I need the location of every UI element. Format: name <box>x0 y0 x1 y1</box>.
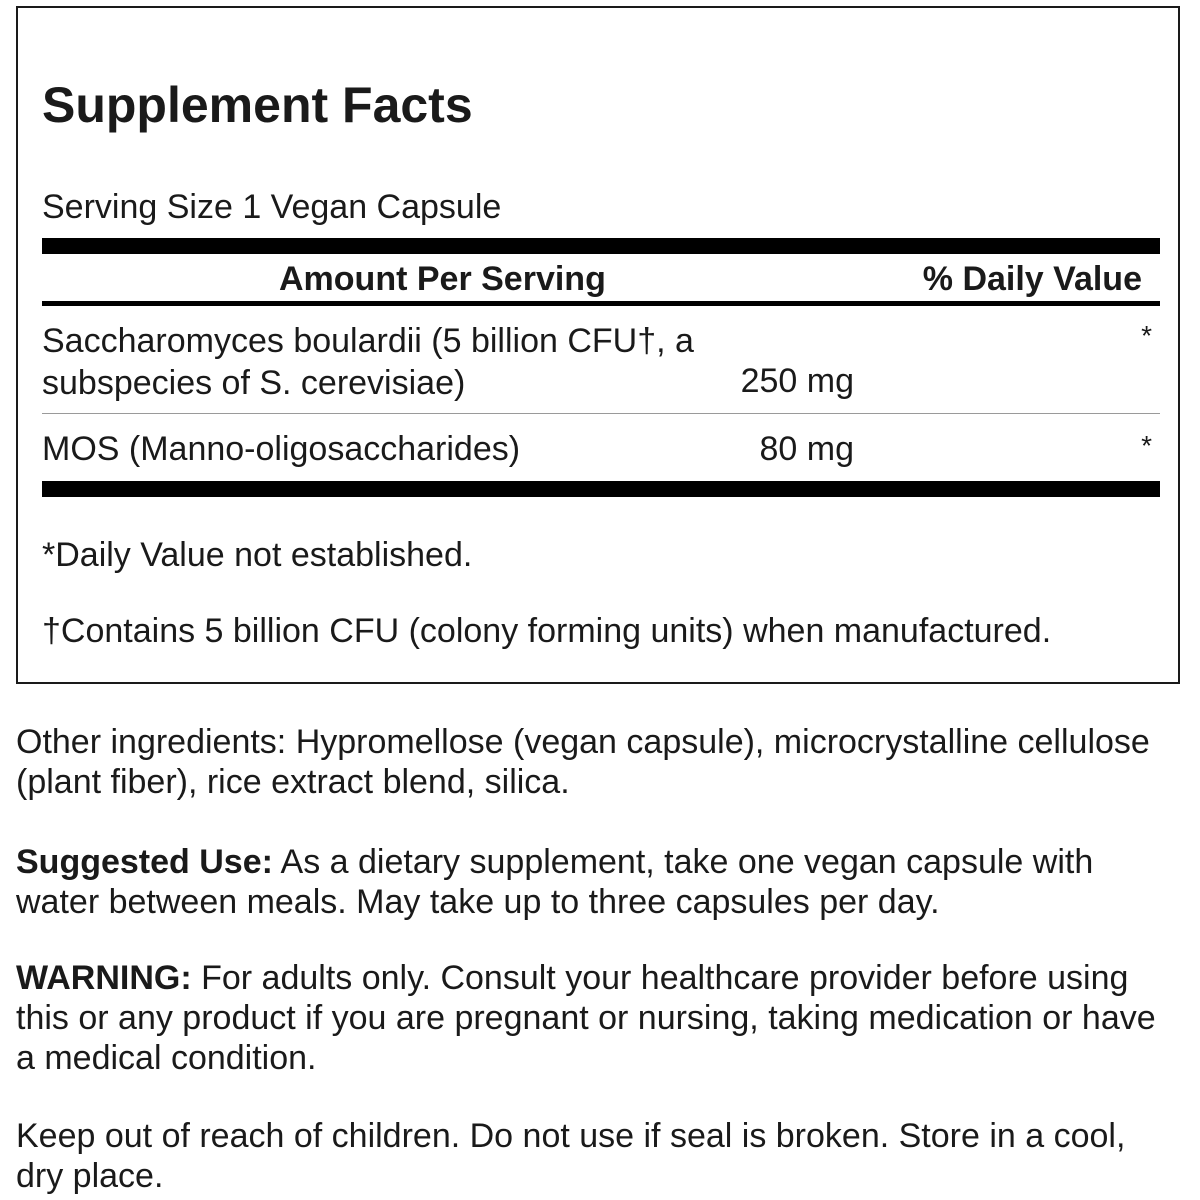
warning <box>16 958 1176 1078</box>
ingredient-daily-value: * <box>1141 430 1152 461</box>
suggested-use-text: As a dietary supplement, take one vegan capsule with water between meals. May take up to three capsules per day. <box>16 843 1094 921</box>
warning-text: For adults only. Consult your healthcare provider before using this or any product if you are pregnant or nursing, taking medication or have a medical condition. <box>16 959 1156 1077</box>
suggested-use-label: Suggested Use: <box>16 843 273 881</box>
ingredient-amount: 250 mg <box>740 362 854 400</box>
ingredient-daily-value: * <box>1141 320 1152 351</box>
ingredient-name-line2: subspecies of S. cerevisiae) <box>42 364 466 402</box>
storage-instructions: Keep out of reach of children. Do not use if seal is broken. Store in a cool, dry place. <box>16 1117 1126 1195</box>
daily-value-header: % Daily Value <box>922 260 1142 298</box>
suggested-use <box>16 842 1176 922</box>
ingredient-name-line1: Saccharomyces boulardii (5 billion CFU†, a <box>42 322 694 360</box>
cfu-footnote: †Contains 5 billion CFU (colony forming units) when manufactured. <box>42 612 1052 650</box>
ingredient-amount: 80 mg <box>759 430 854 468</box>
daily-value-footnote: *Daily Value not established. <box>42 536 473 574</box>
amount-per-serving-header: Amount Per Serving <box>279 260 606 298</box>
ingredient-row-mos <box>42 428 520 470</box>
top-thick-divider <box>42 238 1160 254</box>
header-divider <box>42 301 1160 306</box>
supplement-facts-panel <box>16 6 1180 684</box>
ingredient-row-saccharomyces <box>42 320 694 404</box>
row-divider <box>42 413 1160 414</box>
serving-size: Serving Size 1 Vegan Capsule <box>42 188 502 226</box>
other-ingredients: Other ingredients: Hypromellose (vegan capsule), microcrystalline cellulose (plant fiber), rice extract blend, silica. <box>16 723 1150 801</box>
bottom-thick-divider <box>42 481 1160 497</box>
warning-label: WARNING: <box>16 959 192 997</box>
ingredient-name: MOS (Manno-oligosaccharides) <box>42 430 521 468</box>
facts-title: Supplement Facts <box>42 77 473 133</box>
